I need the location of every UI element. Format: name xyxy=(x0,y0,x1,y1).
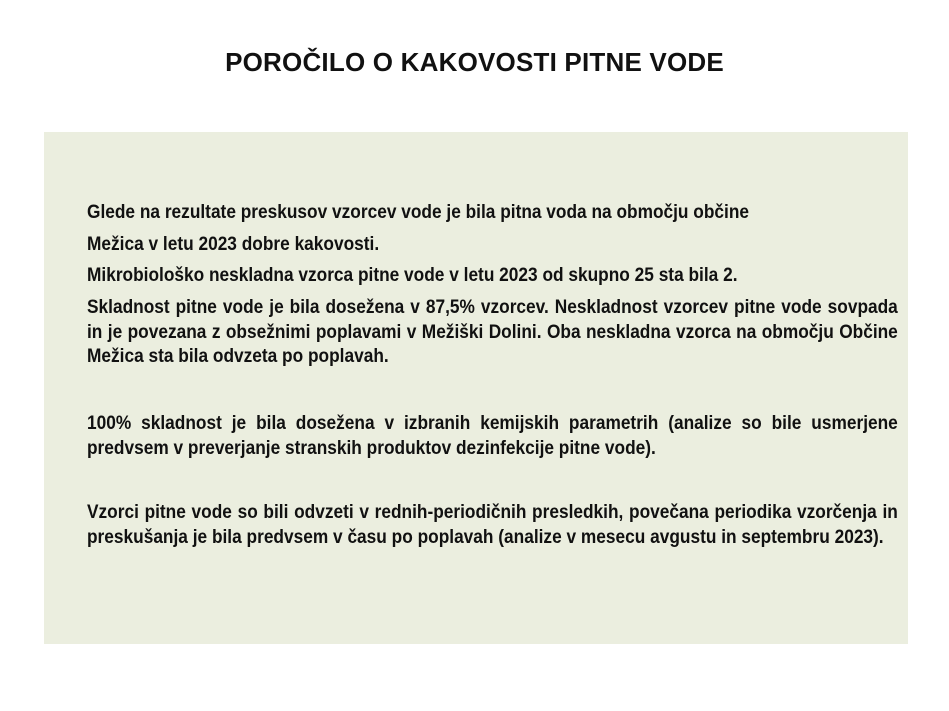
paragraph-overall-quality-line-1: Glede na rezultate preskusov vzorcev vode je bila pitna voda na območju občine xyxy=(87,202,750,223)
paragraph-sampling: Vzorci pitne vode so bili odvzeti v rednih-periodičnih presledkih, povečana periodika vzorčenja in preskušanja je bila predvsem v času po poplavah (analize v mesecu avgustu in septembru 2023). xyxy=(87,502,898,548)
report-panel xyxy=(44,132,908,644)
page-title: POROČILO O KAKOVOSTI PITNE VODE xyxy=(225,47,724,77)
paragraph-compliance: Skladnost pitne vode je bila dosežena v 87,5% vzorcev. Neskladnost vzorcev pitne vode sovpada in je povezana z obsežnimi poplavami v Mežiški Dolini. Oba neskladna vzorca na območju Občine Mežica sta bila odvzeta po poplavah. xyxy=(87,297,898,367)
paragraph-chemical-parameters: 100% skladnost je bila dosežena v izbranih kemijskih parametrih (analize so bile usmerjene predvsem v preverjanje stranskih produktov dezinfekcije pitne vode). xyxy=(87,413,898,459)
paragraph-overall-quality-line-2: Mežica v letu 2023 dobre kakovosti. xyxy=(87,234,380,255)
paragraph-microbiological: Mikrobiološko neskladna vzorca pitne vode v letu 2023 od skupno 25 sta bila 2. xyxy=(87,265,738,286)
